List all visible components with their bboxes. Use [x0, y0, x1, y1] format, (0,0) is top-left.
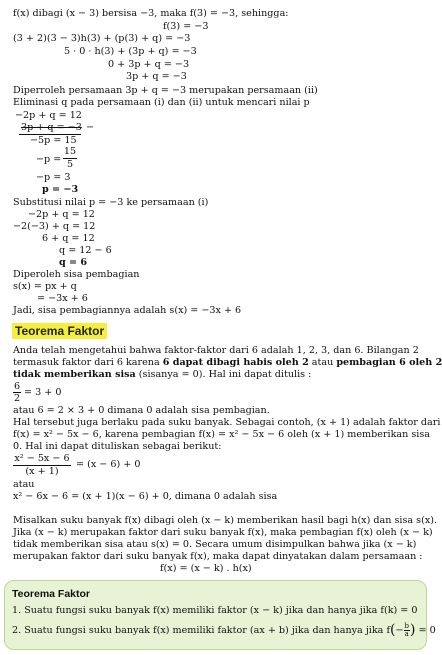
elim-result: p = −3: [42, 184, 79, 195]
text-run: termasuk faktor dari 6 karena: [13, 357, 163, 368]
para-line: [13, 369, 311, 380]
theorem-item-1: 1. Suatu fungsi suku banyak f(x) memiliki faktor (x − k) jika dan hanya jika f(k) = 0: [12, 605, 418, 616]
para-line: [13, 357, 442, 368]
elim-row: −p = 3: [36, 172, 71, 183]
theorem-item-2: [12, 623, 436, 638]
elim-fraction-den: 5: [66, 159, 74, 170]
fraction-num: 6: [13, 381, 21, 392]
sub-row: q = 12 − 6: [59, 245, 112, 256]
fraction-rest: = (x − 6) + 0: [76, 459, 141, 470]
para-line: Anda telah mengetahui bahwa faktor-faktor dari 6 adalah 1, 2, 3, dan 6. Bilangan 2: [13, 345, 419, 356]
fraction-den: 2: [13, 393, 21, 404]
theorem-title: Teorema Faktor: [12, 588, 90, 600]
eq-line: 0 + 3p + q = −3: [108, 59, 190, 70]
remainder-intro: Diperoleh sisa pembagian: [13, 269, 140, 280]
elim-row: −2p + q = 12: [15, 110, 82, 121]
obtained-line: Diperroleh persamaan 3p + q = −3 merupakan persamaan (ii): [13, 85, 318, 96]
fraction-den: a: [404, 630, 409, 638]
eq-line: 3p + q = −3: [126, 71, 187, 82]
minus-sign: −: [395, 625, 404, 636]
bold-run: 6 dapat dibagi habis oleh 2: [162, 357, 309, 368]
elim-fraction-num: 15: [63, 146, 77, 157]
subst-line: Substitusi nilai p = −3 ke persamaan (i): [13, 197, 209, 208]
text-run: (sisanya = 0). Hal ini dapat ditulis :: [135, 369, 312, 380]
para-line: merupakan faktor dari suku banyak f(x), maka dapat dinyatakan dalam persamaan :: [13, 551, 423, 562]
fraction-rest: = 3 + 0: [24, 387, 62, 398]
para-line: atau: [13, 479, 35, 490]
fraction-num: x² − 5x − 6: [14, 453, 70, 464]
text-run: = 0: [415, 625, 436, 636]
sub-row: −2p + q = 12: [28, 209, 95, 220]
section-title: Teorema Faktor: [12, 323, 107, 339]
rem-row: = −3x + 6: [37, 293, 88, 304]
fraction-num: b: [404, 622, 409, 630]
minus-sign: −: [86, 122, 95, 133]
elim-row: −p =: [36, 154, 62, 165]
para-line: f(x) = x² − 5x − 6, karena pembagian f(x) = x² − 5x − 6 oleh (x + 1) memberikan sisa: [13, 429, 430, 440]
para-line: Hal tersebut juga berlaku pada suku banyak. Sebagai contoh, (x + 1) adalah faktor dari: [13, 417, 441, 428]
eq-line: (3 + 2)(3 − 3)h(3) + (p(3) + q) = −3: [13, 33, 191, 44]
eliminate-line: Eliminasi q pada persamaan (i) dan (ii) untuk mencari nilai p: [13, 97, 310, 108]
para-line: x² − 6x − 6 = (x + 1)(x − 6) + 0, dimana 0 adalah sisa: [13, 491, 278, 502]
para-line: Misalkan suku banyak f(x) dibagi oleh (x − k) memberikan hasil bagi h(x) dan sisa s(x).: [13, 515, 438, 526]
para-line: atau 6 = 2 × 3 + 0 dimana 0 adalah sisa pembagian.: [13, 405, 270, 416]
eq-line: 5 · 0 · h(3) + (3p + q) = −3: [64, 46, 197, 57]
elim-row: 3p + q = −3: [21, 122, 82, 133]
bold-run: pembagian 6 oleh 2: [336, 357, 442, 368]
elim-row: −5p = 15: [30, 135, 77, 146]
eq-line: f(3) = −3: [163, 21, 209, 32]
bold-run: tidak memberikan sisa: [13, 369, 136, 380]
intro-line: f(x) dibagi (x − 3) bersisa −3, maka f(3) = −3, sehingga:: [13, 8, 289, 19]
sub-row: 6 + q = 12: [42, 233, 95, 244]
para-line: Jika (x − k) merupakan faktor dari suku banyak f(x), maka pembagian f(x) oleh (x − k): [13, 527, 433, 538]
sub-row: −2(−3) + q = 12: [13, 221, 96, 232]
paren-left: (: [390, 622, 396, 638]
para-line: 0. Hal ini dapat dituliskan sebagai berikut:: [13, 441, 222, 452]
rem-row: s(x) = px + q: [13, 281, 77, 292]
text-run: 2. Suatu fungsi suku banyak f(x) memiliki faktor (ax + b) jika dan hanya jika f: [12, 625, 390, 636]
equation-line: f(x) = (x − k) . h(x): [160, 563, 252, 574]
sub-result: q = 6: [59, 257, 88, 268]
text-run: atau: [308, 357, 337, 368]
conclusion-line: Jadi, sisa pembagiannya adalah s(x) = −3x + 6: [13, 305, 242, 316]
paren-right: ): [410, 622, 416, 638]
para-line: tidak memberikan sisa atau s(x) = 0. Secara umum disimpulkan bahwa jika (x − k): [13, 539, 417, 550]
fraction-den: (x + 1): [25, 466, 59, 477]
